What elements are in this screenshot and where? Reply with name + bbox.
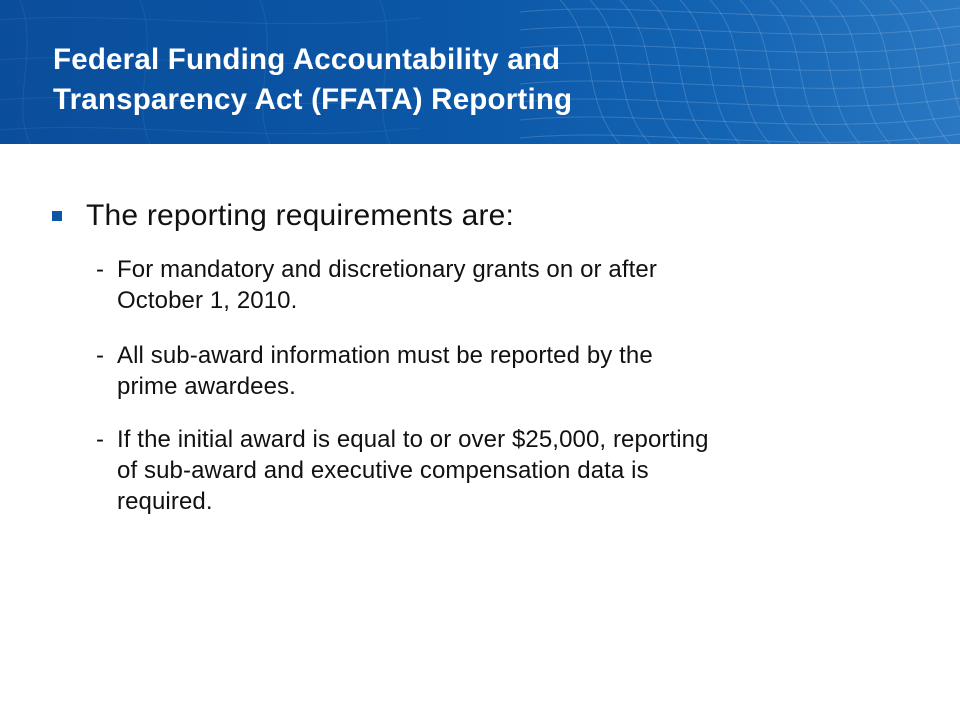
sub-item-line: If the initial award is equal to or over $25,000, reporting <box>117 426 709 453</box>
sub-item-line: For mandatory and discretionary grants on or after <box>117 256 657 283</box>
sub-item-line: required. <box>117 488 213 515</box>
main-bullet <box>52 196 514 236</box>
sub-item-line: October 1, 2010. <box>117 287 298 314</box>
square-bullet-icon <box>52 211 62 221</box>
sub-item-line: of sub-award and executive compensation data is <box>117 457 649 484</box>
sub-item-line: prime awardees. <box>117 373 296 400</box>
slide-title-line-1: Federal Funding Accountability and <box>53 43 561 76</box>
sub-item-line: All sub-award information must be reported by the <box>117 342 653 369</box>
dash-marker: - <box>96 256 105 283</box>
slide-title-line-2: Transparency Act (FFATA) Reporting <box>53 83 573 116</box>
sub-item-mandatory-grants <box>96 254 926 316</box>
dash-marker: - <box>96 426 105 453</box>
sub-item-award-threshold <box>96 424 926 517</box>
sub-item-sub-award-info <box>96 340 926 402</box>
main-bullet-text: The reporting requirements are: <box>86 199 515 232</box>
dash-marker: - <box>96 342 105 369</box>
